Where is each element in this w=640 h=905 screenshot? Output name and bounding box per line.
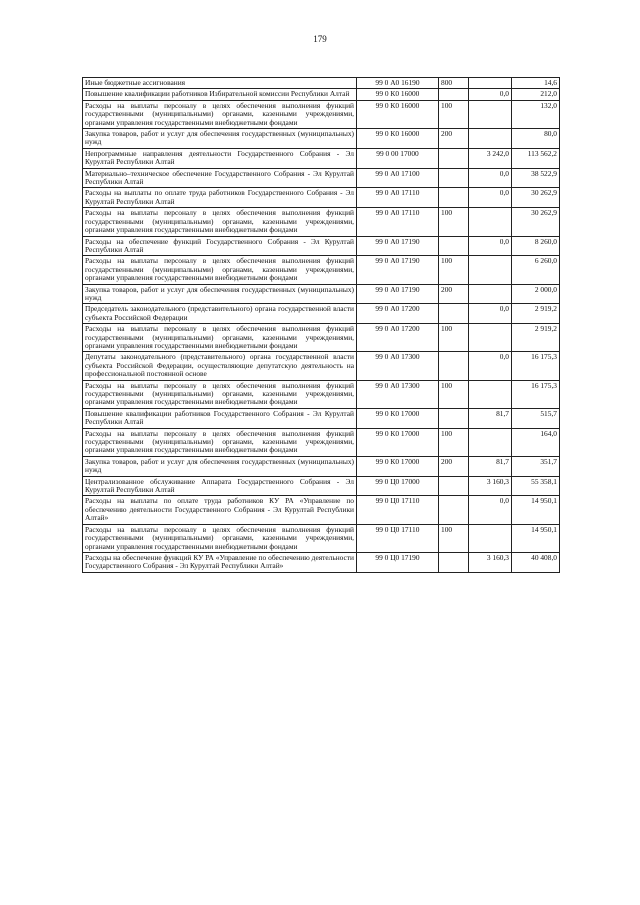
row-expense-type-cell: 200 (439, 456, 469, 476)
row-amount-total-cell: 164,0 (512, 428, 560, 456)
row-amount-total-cell: 212,0 (512, 89, 560, 100)
row-amount-change-cell (469, 380, 512, 408)
row-name-cell: Закупка товаров, работ и услуг для обеспечения государственных (муниципальных) нужд (83, 129, 357, 149)
row-amount-total-cell: 2 000,0 (512, 284, 560, 304)
table-row (83, 129, 560, 149)
row-amount-total-cell: 113 562,2 (512, 148, 560, 168)
row-code-cell: 99 0 А0 17300 (357, 380, 439, 408)
table-row (83, 100, 560, 128)
row-amount-total-cell: 2 919,2 (512, 324, 560, 352)
row-code-cell: 99 0 00 17000 (357, 148, 439, 168)
row-expense-type-cell (439, 408, 469, 428)
row-code-cell: 99 0 А0 17190 (357, 284, 439, 304)
row-amount-total-cell: 14,6 (512, 78, 560, 89)
row-code-cell: 99 0 А0 16190 (357, 78, 439, 89)
row-amount-total-cell: 515,7 (512, 408, 560, 428)
row-name-cell: Расходы на обеспечение функций Государственного Собрания - Эл Курултай Республики Алтай (83, 236, 357, 256)
row-amount-change-cell: 3 160,3 (469, 552, 512, 572)
row-amount-total-cell: 2 919,2 (512, 304, 560, 324)
table-row (83, 408, 560, 428)
table-row (83, 284, 560, 304)
row-name-cell: Депутаты законодательного (представительного) органа государственной власти субъекта Российской Федерации, осуществляющие депутатскую деятельность на профессиональной постоянной основе (83, 352, 357, 380)
row-amount-total-cell: 30 262,9 (512, 208, 560, 236)
row-amount-total-cell: 14 950,1 (512, 496, 560, 524)
row-amount-total-cell: 38 522,9 (512, 168, 560, 188)
budget-table-body (83, 78, 560, 573)
row-name-cell: Расходы на выплаты персоналу в целях обеспечения выполнения функций государственными (муниципальными) органами, казенными учреждениями, органами управления государственными внебюджетными фондами (83, 428, 357, 456)
row-amount-change-cell (469, 524, 512, 552)
row-expense-type-cell (439, 496, 469, 524)
row-expense-type-cell (439, 188, 469, 208)
row-name-cell: Расходы на обеспечение функций КУ РА «Управление по обеспечению деятельности Государственного Собрания - Эл Курултай Республики Алтай» (83, 552, 357, 572)
row-code-cell: 99 0 А0 17190 (357, 236, 439, 256)
row-expense-type-cell (439, 304, 469, 324)
row-expense-type-cell: 100 (439, 524, 469, 552)
table-row (83, 304, 560, 324)
table-row (83, 524, 560, 552)
row-name-cell: Закупка товаров, работ и услуг для обеспечения государственных (муниципальных) нужд (83, 456, 357, 476)
row-amount-change-cell (469, 284, 512, 304)
row-code-cell: 99 0 К0 17000 (357, 456, 439, 476)
row-expense-type-cell (439, 352, 469, 380)
table-row (83, 168, 560, 188)
row-amount-change-cell: 3 160,3 (469, 476, 512, 496)
budget-table (82, 77, 560, 573)
row-amount-change-cell (469, 208, 512, 236)
row-expense-type-cell (439, 476, 469, 496)
row-expense-type-cell: 100 (439, 208, 469, 236)
row-expense-type-cell (439, 552, 469, 572)
row-name-cell: Иные бюджетные ассигнования (83, 78, 357, 89)
row-amount-change-cell: 81,7 (469, 408, 512, 428)
row-amount-total-cell: 80,0 (512, 129, 560, 149)
row-expense-type-cell: 200 (439, 129, 469, 149)
row-expense-type-cell: 100 (439, 428, 469, 456)
table-row (83, 188, 560, 208)
row-amount-change-cell: 81,7 (469, 456, 512, 476)
row-code-cell: 99 0 К0 16000 (357, 129, 439, 149)
table-row (83, 496, 560, 524)
row-name-cell: Расходы на выплаты по оплате труда работников Государственного Собрания - Эл Курултай Республики Алтай (83, 188, 357, 208)
row-code-cell: 99 0 К0 16000 (357, 100, 439, 128)
table-row (83, 256, 560, 284)
row-amount-change-cell (469, 324, 512, 352)
row-amount-total-cell: 16 175,3 (512, 380, 560, 408)
row-code-cell: 99 0 А0 17110 (357, 208, 439, 236)
row-name-cell: Материально–техническое обеспечение Государственного Собрания - Эл Курултай Республики Алтай (83, 168, 357, 188)
row-name-cell: Закупка товаров, работ и услуг для обеспечения государственных (муниципальных) нужд (83, 284, 357, 304)
table-row (83, 456, 560, 476)
row-code-cell: 99 0 А0 17100 (357, 168, 439, 188)
row-name-cell: Непрограммные направления деятельности Государственного Собрания - Эл Курултай Республики Алтай (83, 148, 357, 168)
row-amount-change-cell: 0,0 (469, 188, 512, 208)
table-row (83, 380, 560, 408)
row-amount-total-cell: 132,0 (512, 100, 560, 128)
row-name-cell: Повышение квалификации работников Государственного Собрания - Эл Курултай Республики Алтай (83, 408, 357, 428)
row-expense-type-cell (439, 168, 469, 188)
row-amount-total-cell: 14 950,1 (512, 524, 560, 552)
row-expense-type-cell: 100 (439, 100, 469, 128)
row-expense-type-cell: 100 (439, 380, 469, 408)
row-amount-change-cell: 0,0 (469, 236, 512, 256)
row-amount-change-cell (469, 256, 512, 284)
row-code-cell: 99 0 А0 17300 (357, 352, 439, 380)
row-amount-total-cell: 351,7 (512, 456, 560, 476)
row-amount-change-cell: 0,0 (469, 89, 512, 100)
row-name-cell: Расходы на выплаты персоналу в целях обеспечения выполнения функций государственными (муниципальными) органами, казенными учреждениями, органами управления государственными внебюджетными фондами (83, 324, 357, 352)
row-expense-type-cell: 100 (439, 256, 469, 284)
row-expense-type-cell: 800 (439, 78, 469, 89)
row-code-cell: 99 0 К0 17000 (357, 408, 439, 428)
row-name-cell: Председатель законодательного (представительного) органа государственной власти субъекта Российской Федерации (83, 304, 357, 324)
row-amount-total-cell: 16 175,3 (512, 352, 560, 380)
row-code-cell: 99 0 К0 17000 (357, 428, 439, 456)
table-row (83, 352, 560, 380)
row-amount-change-cell: 3 242,0 (469, 148, 512, 168)
row-amount-change-cell (469, 428, 512, 456)
row-code-cell: 99 0 А0 17200 (357, 304, 439, 324)
row-amount-change-cell (469, 100, 512, 128)
row-expense-type-cell: 200 (439, 284, 469, 304)
row-name-cell: Расходы на выплаты персоналу в целях обеспечения выполнения функций государственными (муниципальными) органами, казенными учреждениями, органами управления государственными внебюджетными фондами (83, 380, 357, 408)
row-amount-total-cell: 40 408,0 (512, 552, 560, 572)
row-name-cell: Расходы на выплаты персоналу в целях обеспечения выполнения функций государственными (муниципальными) органами, казенными учреждениями, органами управления государственными внебюджетными фондами (83, 100, 357, 128)
row-amount-change-cell: 0,0 (469, 304, 512, 324)
row-name-cell: Расходы на выплаты персоналу в целях обеспечения выполнения функций государственными (муниципальными) органами, казенными учреждениями, органами управления государственными внебюджетными фондами (83, 524, 357, 552)
table-row (83, 552, 560, 572)
row-code-cell: 99 0 А0 17200 (357, 324, 439, 352)
row-amount-change-cell: 0,0 (469, 496, 512, 524)
row-amount-total-cell: 55 358,1 (512, 476, 560, 496)
table-row (83, 148, 560, 168)
row-name-cell: Повышение квалификации работников Избирательной комиссии Республики Алтай (83, 89, 357, 100)
row-amount-change-cell: 0,0 (469, 352, 512, 380)
table-row (83, 428, 560, 456)
row-code-cell: 99 0 Ц0 17110 (357, 496, 439, 524)
row-code-cell: 99 0 К0 16000 (357, 89, 439, 100)
row-amount-total-cell: 8 260,0 (512, 236, 560, 256)
row-code-cell: 99 0 Ц0 17000 (357, 476, 439, 496)
row-name-cell: Расходы на выплаты по оплате труда работников КУ РА «Управление по обеспечению деятельности Государственного Собрания - Эл Курултай Республики Алтай» (83, 496, 357, 524)
row-code-cell: 99 0 А0 17190 (357, 256, 439, 284)
row-amount-change-cell (469, 78, 512, 89)
row-name-cell: Расходы на выплаты персоналу в целях обеспечения выполнения функций государственными (муниципальными) органами, казенными учреждениями, органами управления государственными внебюджетными фондами (83, 208, 357, 236)
page-number: 179 (313, 34, 327, 44)
row-expense-type-cell: 100 (439, 324, 469, 352)
table-row (83, 476, 560, 496)
row-code-cell: 99 0 Ц0 17110 (357, 524, 439, 552)
row-code-cell: 99 0 Ц0 17190 (357, 552, 439, 572)
table-row (83, 78, 560, 89)
row-expense-type-cell (439, 236, 469, 256)
table-row (83, 324, 560, 352)
row-code-cell: 99 0 А0 17110 (357, 188, 439, 208)
row-name-cell: Расходы на выплаты персоналу в целях обеспечения выполнения функций государственными (муниципальными) органами, казенными учреждениями, органами управления государственными внебюджетными фондами (83, 256, 357, 284)
row-name-cell: Централизованное обслуживание Аппарата Государственного Собрания - Эл Курултай Республики Алтай (83, 476, 357, 496)
table-row (83, 89, 560, 100)
row-amount-change-cell (469, 129, 512, 149)
row-amount-total-cell: 30 262,9 (512, 188, 560, 208)
row-expense-type-cell (439, 148, 469, 168)
row-amount-change-cell: 0,0 (469, 168, 512, 188)
row-expense-type-cell (439, 89, 469, 100)
table-row (83, 236, 560, 256)
row-amount-total-cell: 6 260,0 (512, 256, 560, 284)
table-row (83, 208, 560, 236)
